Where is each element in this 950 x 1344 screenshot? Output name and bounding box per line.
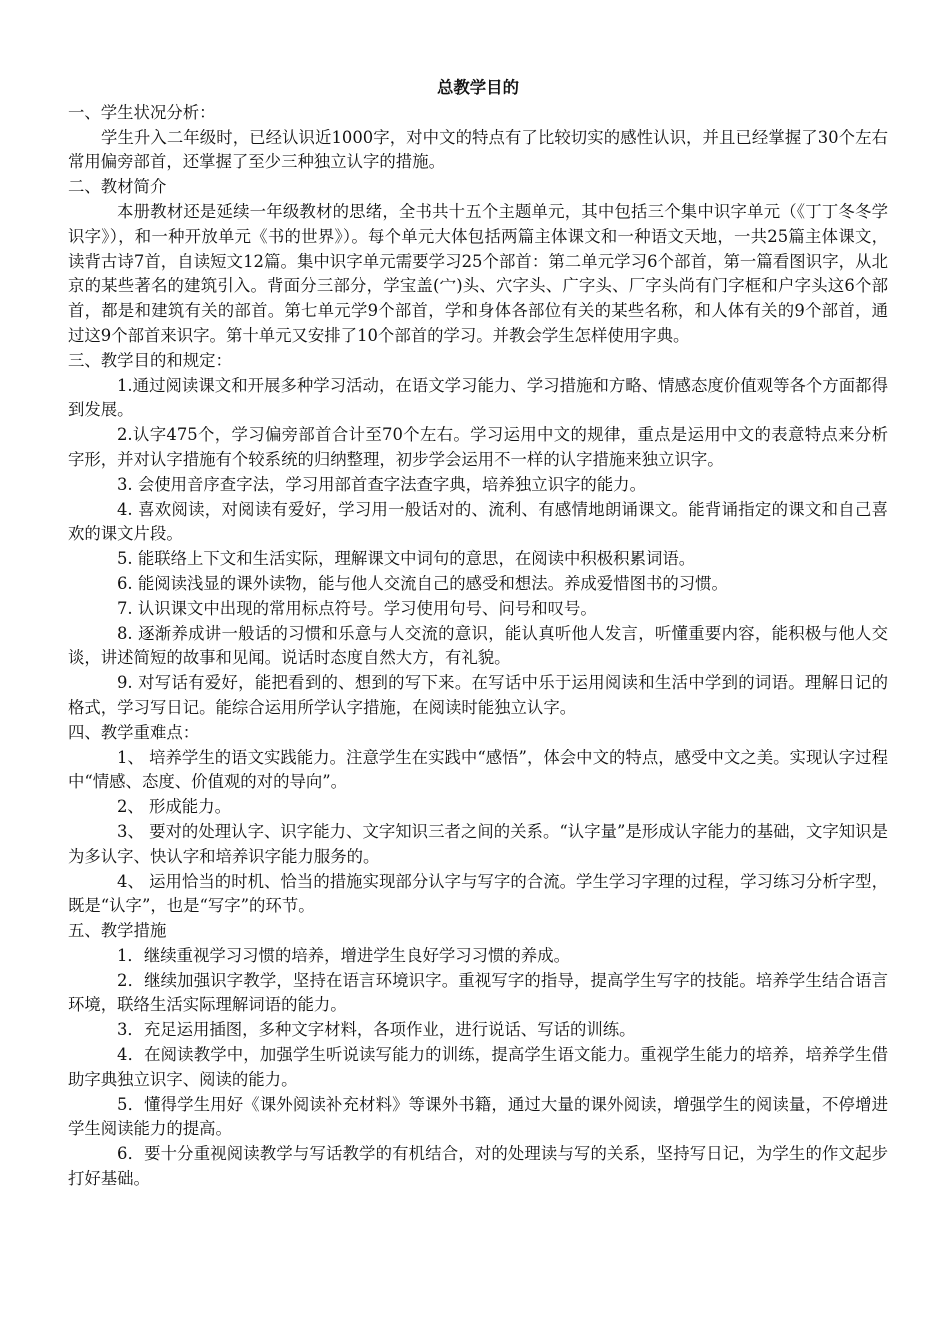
key-point-item: 1、 培养学生的语文实践能力。注意学生在实践中“感悟”，体会中文的特点，感受中文之美。实现认字过程中“情感、态度、价值观的对的导向”。: [68, 747, 888, 792]
measure-item: 4．在阅读教学中，加强学生听说读写能力的训练，提高学生语文能力。重视学生能力的培养，培养学生借助字典独立识字、阅读的能力。: [68, 1045, 888, 1089]
measure-item: 1．继续重视学习习惯的培养，增进学生良好学习习惯的养成。: [117, 945, 570, 965]
document-body: [68, 76, 888, 1192]
measure-item: 5．懂得学生用好《课外阅读补充材料》等课外书籍，通过大量的课外阅读，增强学生的阅读量，不停增进学生阅读能力的提高。: [68, 1094, 888, 1139]
section-heading-student-analysis: 一、学生状况分析：: [68, 102, 216, 122]
measure-item: 2．继续加强识字教学，坚持在语言环境识字。重视写字的指导，提高学生写字的技能。培养学生结合语言环境，联络生活实际理解词语的能力。: [68, 970, 888, 1015]
goal-item: 6. 能阅读浅显的课外读物，能与他人交流自己的感受和想法。养成爱惜图书的习惯。: [117, 573, 728, 593]
section-heading-goals: 三、教学目的和规定：: [68, 350, 232, 370]
goal-item: 4. 喜欢阅读，对阅读有爱好，学习用一般话对的、流利、有感情地朗诵课文。能背诵指定的课文和自己喜欢的课文片段。: [68, 499, 888, 544]
paragraph: 本册教材还是延续一年级教材的思绪，全书共十五个主题单元，其中包括三个集中识字单元（《丁丁冬冬学识字》），和一种开放单元《书的世界》）。每个单元大体包括两篇主体课文和一种语文天地，一共25篇主体课文，读背古诗7首，自读短文12篇。集中识字单元需要学习25个部首：第二单元学习6个部首，第一篇看图识字，从北京的某些著名的建筑引入。背面分三部分，学宝盖(宀)头、穴字头、广字头、厂字头尚有门字框和户字头这6个部首，都是和建筑有关的部首。第七单元学9个部首，学和身体各部位有关的某些名称，和人体有关的9个部首，通过这9个部首来识字。第十单元又安排了10个部首的学习。并教会学生怎样使用字典。: [68, 201, 888, 345]
goal-item: 1.通过阅读课文和开展多种学习活动，在语文学习能力、学习措施和方略、情感态度价值观等各个方面都得到发展。: [68, 375, 888, 420]
goal-item: 7. 认识课文中出现的常用标点符号。学习使用句号、问号和叹号。: [117, 598, 597, 618]
section-heading-measures: 五、教学措施: [68, 921, 167, 941]
goal-item: 9. 对写话有爱好，能把看到的、想到的写下来。在写话中乐于运用阅读和生活中学到的词语。理解日记的格式，学习写日记。能综合运用所学认字措施，在阅读时能独立认字。: [68, 673, 888, 717]
key-point-item: 4、 运用恰当的时机、恰当的措施实现部分认字与写字的合流。学生学习字理的过程，学习练习分析字型，既是“认字”，也是“写字”的环节。: [68, 871, 888, 916]
document-title: 总教学目的: [437, 78, 519, 97]
goal-item: 3. 会使用音序查字法，学习用部首查字法查字典，培养独立识字的能力。: [117, 474, 646, 494]
key-point-item: 2、 形成能力。: [117, 797, 231, 817]
goal-item: 8. 逐渐养成讲一般话的习惯和乐意与人交流的意识，能认真听他人发言，听懂重要内容，能积极与他人交谈，讲述简短的故事和见闻。说话时态度自然大方，有礼貌。: [68, 623, 888, 668]
section-heading-key-points: 四、教学重难点：: [68, 722, 200, 742]
section-heading-textbook-intro: 二、教材简介: [68, 177, 167, 197]
key-point-item: 3、 要对的处理认字、识字能力、文字知识三者之间的关系。“认字量”是形成认字能力的基础，文字知识是为多认字、快认字和培养识字能力服务的。: [68, 821, 888, 866]
goal-item: 5. 能联络上下文和生活实际，理解课文中词句的意思，在阅读中积极积累词语。: [117, 549, 696, 569]
measure-item: 3．充足运用插图，多种文字材料，各项作业，进行说话、写话的训练。: [117, 1020, 636, 1040]
paragraph: 学生升入二年级时，已经认识近1000字，对中文的特点有了比较切实的感性认识，并且已经掌握了30个左右常用偏旁部首，还掌握了至少三种独立认字的措施。: [68, 127, 888, 172]
goal-item: 2.认字475个，学习偏旁部首合计至70个左右。学习运用中文的规律，重点是运用中文的表意特点来分析字形，并对认字措施有个较系统的归纳整理，初步学会运用不一样的认字措施来独立识字。: [68, 425, 888, 469]
measure-item: 6．要十分重视阅读教学与写话教学的有机结合，对的处理读与写的关系，坚持写日记，为学生的作文起步打好基础。: [68, 1144, 888, 1189]
